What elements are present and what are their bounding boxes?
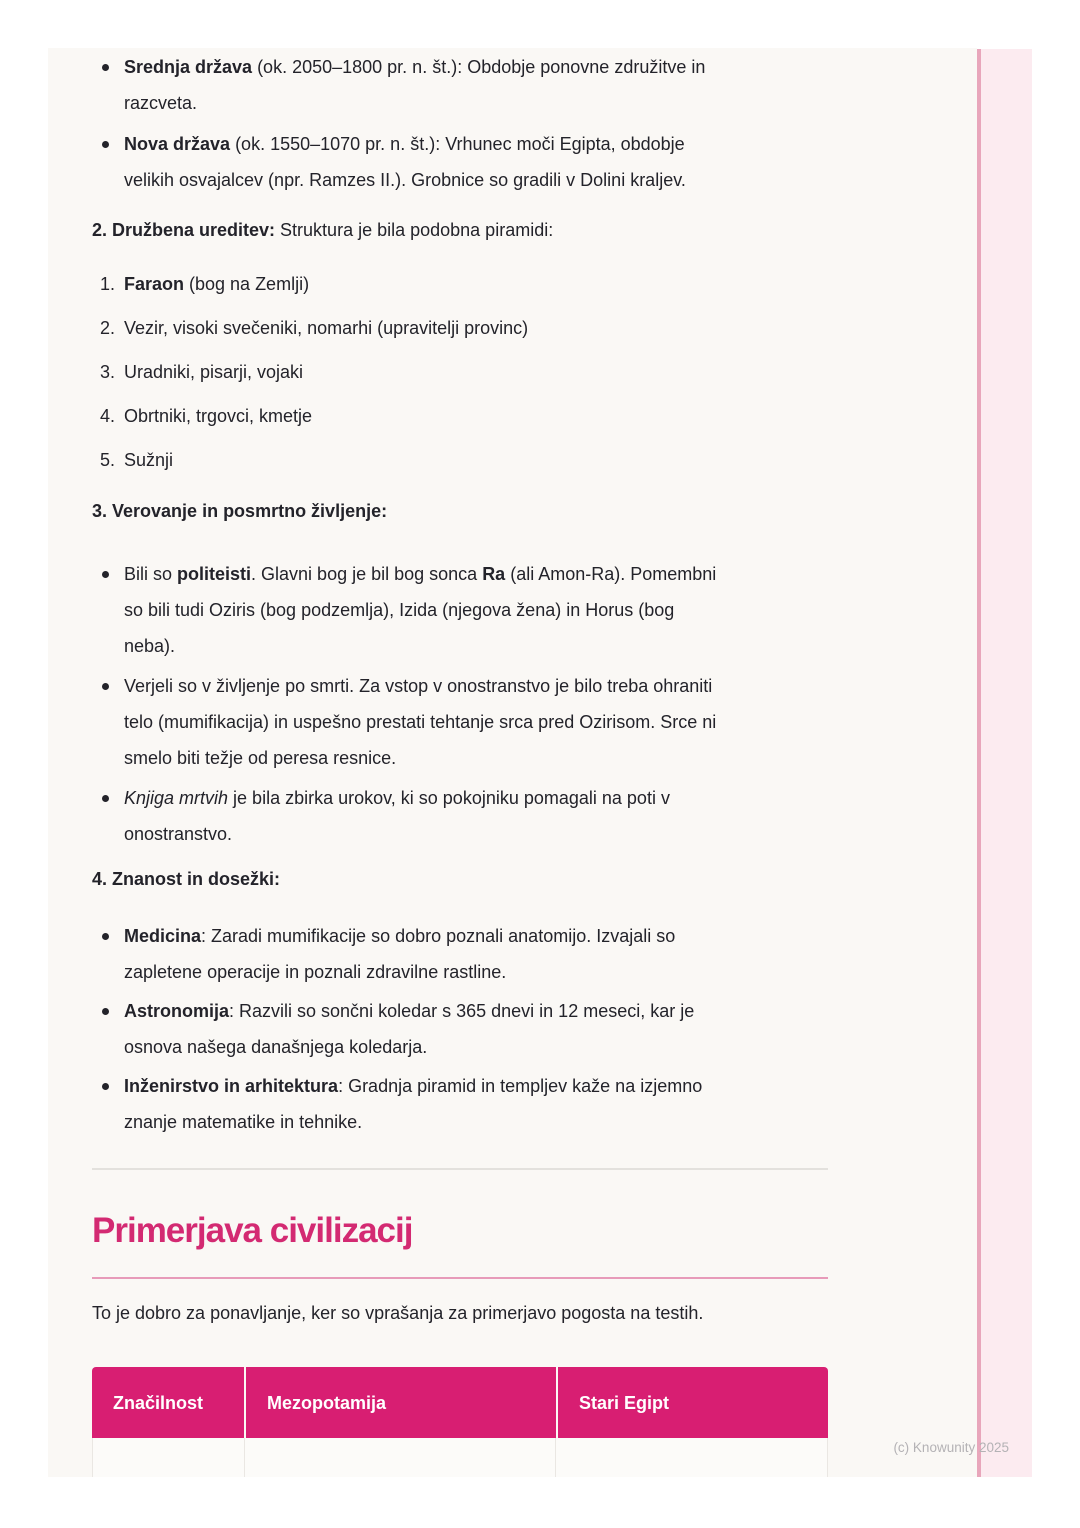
list-item [92,993,828,1065]
text-line: Bili so politeisti. Glavni bog je bil bog sonca Ra (ali Amon-Ra). Pomembni [124,564,717,584]
bullet-icon [102,683,109,690]
list-item-text [124,780,828,852]
table-cell [245,1438,556,1477]
section-heading-religion [92,493,828,529]
list-item-text [124,126,828,198]
text-line: neba). [124,636,176,656]
text-line: Astronomija: Razvili so sončni koledar s 365 dnevi in 12 meseci, kar je [124,1001,695,1021]
text-line: smelo biti težje od peresa resnice. [124,748,397,768]
list-item [92,442,828,478]
text-line: Inženirstvo in arhitektura: Gradnja piramid in templjev kaže na izjemno [124,1076,703,1096]
table-header-cell: Stari Egipt [558,1367,828,1438]
bullet-icon [102,1083,109,1090]
text-line: telo (mumifikacija) in uspešno prestati tehtanje srca pred Ozirisom. Srce ni [124,712,717,732]
list-item-text [124,310,828,346]
heading-underline [92,1277,828,1279]
list-item [92,780,828,852]
science-list [92,918,828,1140]
document-page [48,48,977,1477]
bullet-icon [102,571,109,578]
list-item-text [124,918,828,990]
list-item-text [124,993,828,1065]
text-line: Obrtniki, trgovci, kmetje [124,406,313,426]
list-number: 2. [100,318,116,338]
section-divider [92,1168,828,1170]
list-number: 5. [100,450,116,470]
section-heading-society [92,212,828,248]
watermark: (c) Knowunity 2025 [893,1440,1009,1455]
text-line: so bili tudi Oziris (bog podzemlja), Izida (njegova žena) in Horus (bog [124,600,675,620]
section-heading-science [92,861,828,897]
list-item [92,918,828,990]
text-line: Sužnji [124,450,174,470]
list-item-text [124,49,828,121]
list-item [92,668,828,776]
table-header-cell: Mezopotamija [246,1367,556,1438]
section-heading-bold: 3. Verovanje in posmrtno življenje: [92,501,388,521]
table-header-cell: Značilnost [92,1367,244,1438]
text-line: razcveta. [124,93,198,113]
text-line: Vezir, visoki svečeniki, nomarhi (upravitelji provinc) [124,318,529,338]
list-item [92,398,828,434]
list-item-text [124,1068,828,1140]
text-line: Faraon (bog na Zemlji) [124,274,310,294]
section-heading-bold: 4. Znanost in dosežki: [92,869,281,889]
bullet-icon [102,1008,109,1015]
list-item-text [124,668,828,776]
social-hierarchy-list [92,266,828,478]
text-line: zapletene operacije in poznali zdravilne rastline. [124,962,507,982]
comparison-table [92,1367,828,1477]
text-line: Knjiga mrtvih je bila zbirka urokov, ki so pokojniku pomagali na poti v [124,788,670,808]
list-number: 4. [100,406,116,426]
list-number: 1. [100,274,116,294]
bullet-icon [102,64,109,71]
table-body-row [92,1438,828,1477]
list-item [92,266,828,302]
list-item-text [124,266,828,302]
list-item [92,1068,828,1140]
text-line: Nova država (ok. 1550–1070 pr. n. št.): Vrhunec moči Egipta, obdobje [124,134,685,154]
bullet-icon [102,795,109,802]
religion-list [92,556,828,852]
comparison-heading: Primerjava civilizacij [92,1211,413,1250]
list-item [92,556,828,664]
text-line: Verjeli so v življenje po smrti. Za vstop v onostranstvo je bilo treba ohraniti [124,676,713,696]
table-cell [93,1438,245,1477]
section-heading-bold: 2. Družbena ureditev: [92,220,276,240]
list-item-text [124,556,828,664]
list-number: 3. [100,362,116,382]
bullet-icon [102,933,109,940]
bullet-icon [102,141,109,148]
list-item-text [124,442,828,478]
comparison-intro: To je dobro za ponavljanje, ker so vprašanja za primerjavo pogosta na testih. [92,1303,704,1323]
text-line: velikih osvajalcev (npr. Ramzes II.). Grobnice so gradili v Dolini kraljev. [124,170,686,190]
text-line: Medicina: Zaradi mumifikacije so dobro poznali anatomijo. Izvajali so [124,926,676,946]
text-line: osnova našega današnjega koledarja. [124,1037,428,1057]
list-item [92,126,828,198]
section-heading-rest: Struktura je bila podobna piramidi: [275,220,554,240]
text-line: Uradniki, pisarji, vojaki [124,362,304,382]
list-item [92,354,828,390]
list-item-text [124,354,828,390]
kingdom-period-list [92,49,828,198]
table-header-row [92,1367,828,1438]
table-cell [556,1438,827,1477]
list-item-text [124,398,828,434]
list-item [92,49,828,121]
text-line: onostranstvo. [124,824,233,844]
text-line: Srednja država (ok. 2050–1800 pr. n. št.): Obdobje ponovne združitve in [124,57,706,77]
list-item [92,310,828,346]
text-line: znanje matematike in tehnike. [124,1112,363,1132]
page-side-strip [977,49,1032,1477]
